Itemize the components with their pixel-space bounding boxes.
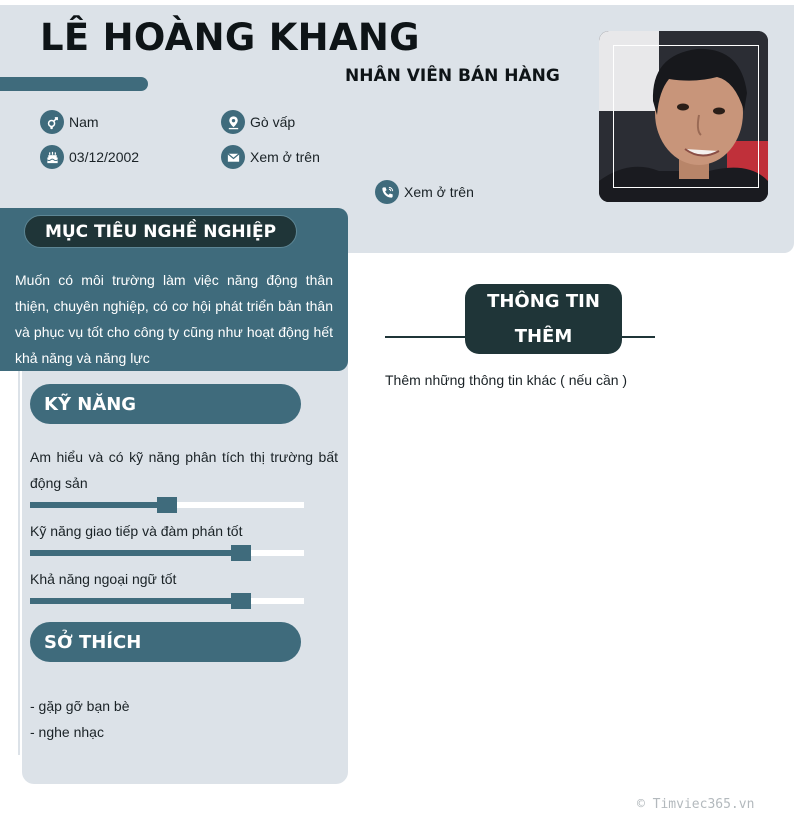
accent-bar [0,77,148,91]
skill-bar-2 [30,550,304,556]
more-info-heading [465,284,622,354]
info-email [221,145,320,169]
info-phone [375,180,474,204]
skill-bar-knob [231,545,251,561]
skill-label-3: Khả năng ngoại ngữ tốt [30,571,177,587]
hobbies-heading: SỞ THÍCH [30,622,301,662]
birthday-value: 03/12/2002 [69,149,140,165]
more-info-heading-line1: THÔNG TIN [487,291,600,312]
photo-frame [613,45,759,188]
info-gender [40,110,99,134]
job-title: NHÂN VIÊN BÁN HÀNG [345,66,560,86]
info-address [221,110,295,134]
phone-icon [375,180,399,204]
skill-bar-knob [231,593,251,609]
hobby-item-2: - nghe nhạc [30,724,104,740]
career-goal-heading: MỤC TIÊU NGHỀ NGHIỆP [24,215,297,248]
profile-photo [599,31,768,202]
birthday-cake-icon [40,145,64,169]
sidebar-edge [18,360,20,755]
gender-value: Nam [69,114,99,130]
skill-label-1: Am hiểu và có kỹ năng phân tích thị trường bất động sản [30,449,338,491]
skills-heading: KỸ NĂNG [30,384,301,424]
skill-bar-1 [30,502,304,508]
skill-bar-knob [157,497,177,513]
candidate-name: LÊ HOÀNG KHANG [40,16,420,59]
hobby-item-1: - gặp gỡ bạn bè [30,698,130,714]
gender-icon [40,110,64,134]
skill-label-2: Kỹ năng giao tiếp và đàm phán tốt [30,523,243,539]
skill-bar-3 [30,598,304,604]
email-value: Xem ở trên [250,149,320,165]
email-icon [221,145,245,169]
skill-bar-fill [30,502,167,508]
career-goal-text: Muốn có môi trường làm việc năng động thân thiện, chuyên nghiệp, có cơ hội phát triển bản thân và phục vụ tốt cho công ty cũng như hoạt động hết khả năng và năng lực [15,272,333,366]
address-value: Gò vấp [250,114,296,130]
more-info-text: Thêm những thông tin khác ( nếu cần ) [385,372,628,388]
watermark: © Timviec365.vn [637,797,755,812]
location-pin-icon [221,110,245,134]
info-birthday [40,145,139,169]
skill-bar-fill [30,550,241,556]
skill-bar-fill [30,598,241,604]
more-info-heading-line2: THÊM [514,326,573,347]
phone-value: Xem ở trên [404,184,474,200]
